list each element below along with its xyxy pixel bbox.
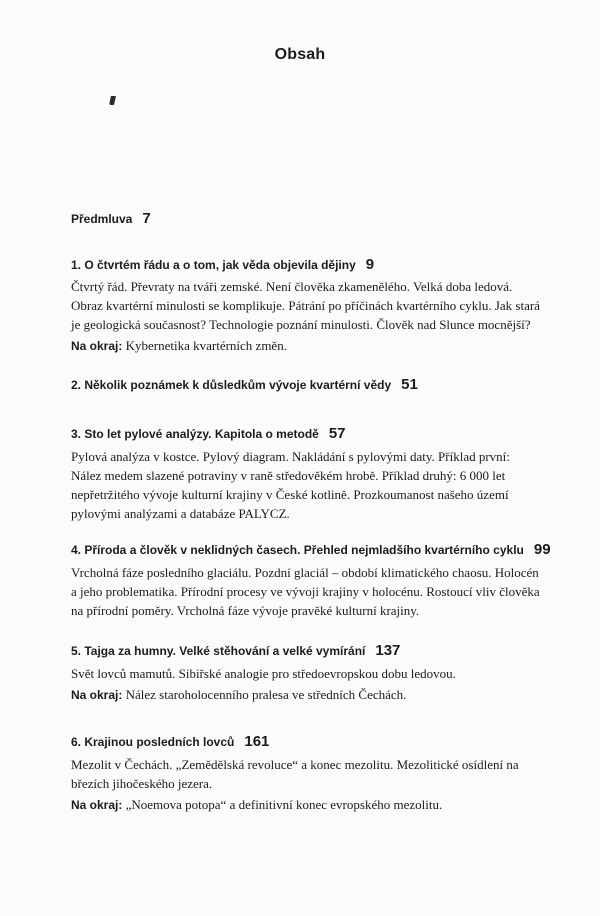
toc-entry-summary: Čtvrtý řád. Převraty na tváři zemské. Není člověka zkamenělého. Velká doba ledová. Obraz kvartérní minulosti se komplikuje. Pátrání po příčinách kvartérního cyklu. Jak stará je geologická současnost? Technologie poznání minulosti. Člověk nad Slunce mocnější? (71, 279, 540, 332)
toc-entry-page-number: 137 (375, 642, 401, 659)
toc-entry-title: Předmluva (71, 212, 133, 226)
okraj-text: „Noemova potopa“ a definitivní konec evropského mezolitu. (125, 797, 443, 812)
page-title: Obsah (274, 46, 326, 63)
toc-entry-heading-6 (71, 733, 269, 750)
ink-mark (109, 96, 116, 105)
toc-entry-heading-1 (71, 256, 374, 273)
toc-entry-title: 5. Tajga za humny. Velké stěhování a velké vymírání (71, 644, 366, 658)
toc-entry-body-6 (71, 755, 541, 815)
toc-entry-heading-predmluva (71, 210, 151, 227)
toc-entry-body-4 (71, 563, 541, 620)
toc-entry-title: 3. Sto let pylové analýzy. Kapitola o metodě (71, 427, 319, 441)
toc-entry-okraj (71, 795, 541, 815)
toc-entry-okraj (71, 336, 541, 356)
toc-entry-body-1 (71, 277, 541, 356)
toc-entry-body-5 (71, 664, 541, 705)
toc-entry-heading-2 (71, 376, 418, 393)
toc-entry-page-number: 57 (328, 425, 346, 442)
toc-entry-page-number: 99 (533, 541, 551, 558)
toc-entry-title: 4. Příroda a člověk v neklidných časech. Přehled nejmladšího kvartérního cyklu (71, 543, 524, 557)
toc-entry-title: 2. Několik poznámek k důsledkům vývoje kvartérní vědy (71, 378, 392, 392)
toc-entry-summary: Svět lovců mamutů. Sibiřské analogie pro středoevropskou dobu ledovou. (71, 666, 456, 681)
okraj-text: Nález staroholocenního pralesa ve středních Čechách. (125, 687, 407, 702)
okraj-label: Na okraj: (71, 798, 123, 812)
okraj-label: Na okraj: (71, 339, 123, 353)
toc-entry-heading-3 (71, 425, 346, 442)
toc-entry-title: 6. Krajinou posledních lovců (71, 735, 235, 749)
okraj-label: Na okraj: (71, 688, 123, 702)
toc-entry-summary: Pylová analýza v kostce. Pylový diagram. Nakládání s pylovými daty. Příklad první: Nález medem slazené potraviny v raně středověkém hrobě. Příklad druhý: 6 000 let nepřetržitého vývoje kulturní krajiny v České kotlině. Prozkoumanost našeho území pylovými analýzami a databáze PALYCZ. (71, 449, 510, 521)
toc-entry-heading-5 (71, 642, 400, 659)
toc-entry-title: 1. O čtvrtém řádu a o tom, jak věda objevila dějiny (71, 258, 356, 272)
toc-entry-page-number: 9 (365, 256, 375, 273)
toc-entry-page-number: 7 (142, 210, 151, 227)
toc-entry-body-3 (71, 447, 541, 523)
toc-entry-page-number: 51 (401, 376, 418, 393)
toc-entry-summary: Mezolit v Čechách. „Zemědělská revoluce“ a konec mezolitu. Mezolitické osídlení na březích jihočeského jezera. (71, 757, 519, 791)
toc-entry-heading-4 (71, 541, 551, 558)
toc-entry-summary: Vrcholná fáze posledního glaciálu. Pozdní glaciál – období klimatického chaosu. Holocén a jeho problematika. Přírodní procesy ve vývoji krajiny v holocénu. Rostoucí vliv člověka na přírodní poměry. Vrcholná fáze vývoje pravěké kulturní krajiny. (71, 565, 540, 618)
toc-entry-okraj (71, 685, 541, 705)
toc-entry-page-number: 161 (244, 733, 270, 750)
okraj-text: Kybernetika kvartérních změn. (125, 338, 287, 353)
